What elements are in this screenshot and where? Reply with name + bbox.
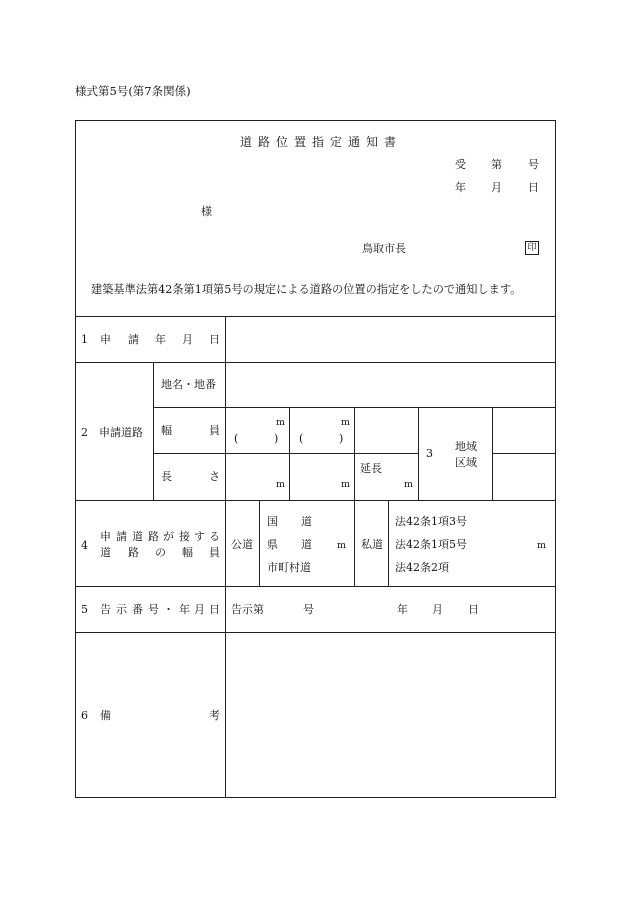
row4-char: が (163, 530, 174, 543)
row4-char: の (155, 546, 166, 559)
unit-m: m (537, 540, 547, 551)
receipt-uke: 受 (455, 158, 466, 171)
kokuji-go: 号 (303, 603, 314, 616)
addressee-suffix: 様 (201, 205, 212, 218)
unit-m: m (276, 417, 286, 428)
row1-char: 年 (155, 333, 166, 346)
row6-char: 考 (209, 709, 220, 722)
rule-zone-split (492, 453, 556, 454)
rule-row5-bottom (75, 632, 556, 633)
row5-char: ・ (163, 603, 174, 616)
date-month: 月 (491, 181, 502, 194)
unit-m: m (404, 479, 414, 490)
row4-char: 員 (209, 546, 220, 559)
mayor-title: 鳥取市長 (362, 242, 406, 255)
law-2: 法42条1項5号 (395, 538, 467, 551)
haba-char: 幅 (161, 424, 172, 437)
paren-open: ( (299, 432, 304, 445)
row6-number: 6 (81, 709, 88, 722)
zone-number: 3 (426, 447, 433, 460)
kendo-char: 県 (267, 538, 278, 551)
row5-char: 月 (194, 603, 205, 616)
rule-row4-bottom (75, 586, 556, 587)
kokudo-char: 道 (301, 515, 312, 528)
document-title: 道路位置指定通知書 (240, 135, 403, 149)
kodo-label: 公道 (231, 538, 253, 551)
row4-char: る (209, 530, 220, 543)
row5-char: 示 (116, 603, 127, 616)
row4-char: 路 (128, 546, 139, 559)
row6-char: 備 (100, 709, 111, 722)
rule-width-col3 (354, 407, 355, 500)
chimei-label: 地名・地番 (161, 378, 216, 391)
row5-char: 年 (179, 603, 190, 616)
row5-char: 号 (148, 603, 159, 616)
law-3: 法42条2項 (395, 561, 449, 574)
kokuji-month: 月 (432, 603, 443, 616)
kokuji-label: 告示第 (231, 603, 264, 616)
date-day: 日 (528, 181, 539, 194)
unit-m: m (337, 540, 347, 551)
paren-close: ) (339, 432, 344, 445)
row5-char: 番 (132, 603, 143, 616)
rule-kodo-right (259, 500, 260, 586)
rule-row2-inner (153, 362, 154, 500)
shido-label: 私道 (361, 538, 383, 551)
rule-after-notice (75, 316, 556, 317)
law-1: 法42条1項3号 (395, 515, 467, 528)
row2-number: 2 (81, 426, 88, 439)
chiiki-label: 地域 (455, 440, 477, 453)
receipt-go: 号 (528, 158, 539, 171)
row5-char: 日 (209, 603, 220, 616)
row5-number: 5 (81, 603, 88, 616)
date-year: 年 (455, 181, 466, 194)
row4-char: 請 (116, 530, 127, 543)
rule-width-col2 (289, 407, 290, 500)
form-frame (75, 120, 556, 798)
row4-char: 接 (179, 530, 190, 543)
row4-char: 幅 (182, 546, 193, 559)
rule-haba-bottom (153, 453, 418, 454)
paren-close: ) (274, 432, 279, 445)
seal-mark: 印 (525, 241, 539, 255)
shichoson-label: 市町村道 (267, 561, 311, 574)
rule-shido-left (354, 500, 355, 586)
receipt-dai: 第 (491, 158, 502, 171)
row4-char: 路 (148, 530, 159, 543)
row1-char: 請 (128, 333, 139, 346)
unit-m: m (341, 417, 351, 428)
row1-char: 日 (209, 333, 220, 346)
unit-m: m (276, 479, 286, 490)
row4-char: す (194, 530, 205, 543)
row4-number: 4 (81, 539, 88, 552)
form-number-label: 様式第5号(第7条関係) (75, 84, 191, 98)
naga-char: 長 (161, 470, 172, 483)
row4-char: 道 (100, 546, 111, 559)
rule-shido-right (388, 500, 389, 586)
rule-zone-left (418, 407, 419, 500)
row2-label: 申請道路 (99, 426, 143, 439)
unit-m: m (341, 479, 351, 490)
kuiki-label: 区域 (455, 456, 477, 469)
haba-char: 員 (209, 424, 220, 437)
kendo-char: 道 (301, 538, 312, 551)
row4-char: 申 (100, 530, 111, 543)
row5-char: 告 (100, 603, 111, 616)
kokudo-char: 国 (267, 515, 278, 528)
kokuji-day: 日 (468, 603, 479, 616)
rule-row1-bottom (75, 362, 556, 363)
rule-row2-bottom (75, 500, 556, 501)
row4-char: 道 (132, 530, 143, 543)
row1-char: 申 (100, 333, 111, 346)
row1-char: 月 (182, 333, 193, 346)
paren-open: ( (234, 432, 239, 445)
rule-zone-right (492, 407, 493, 500)
kokuji-year: 年 (397, 603, 408, 616)
rule-label-column (225, 316, 226, 798)
encho-label: 延長 (360, 462, 382, 475)
naga-char: さ (209, 470, 220, 483)
notice-text: 建築基準法第42条第1項第5号の規定による道路の位置の指定をしたので通知します。 (91, 283, 522, 296)
row1-number: 1 (81, 333, 88, 346)
